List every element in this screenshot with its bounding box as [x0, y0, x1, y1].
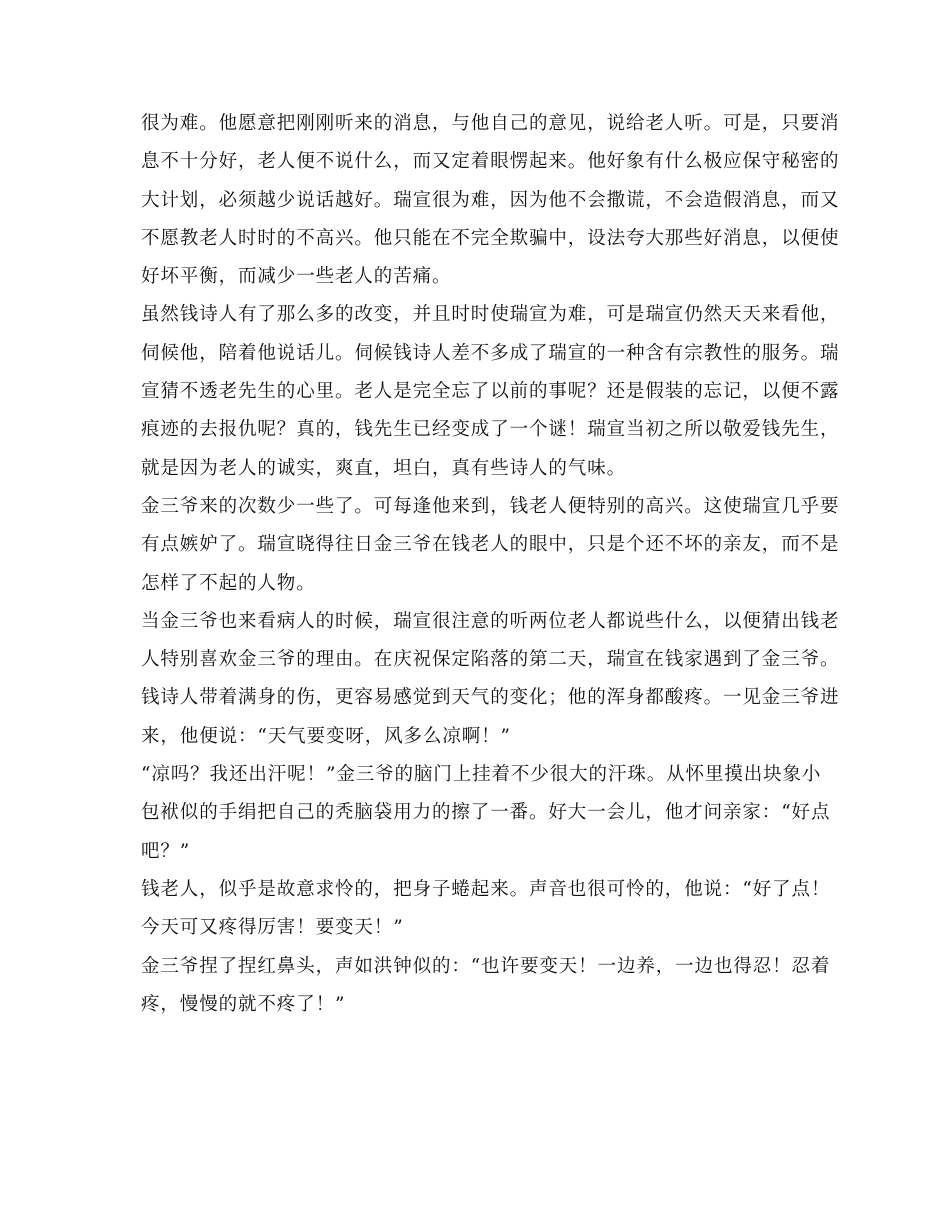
- text-line: 有点嫉妒了。瑞宣晓得往日金三爷在钱老人的眼中，只是个还不坏的亲友，而不是: [141, 534, 840, 556]
- text-line: 当金三爷也来看病人的时候，瑞宣很注意的听两位老人都说些什么，以便猜出钱老: [141, 610, 840, 632]
- text-line: 金三爷来的次数少一些了。可每逢他来到，钱老人便特别的高兴。这使瑞宣几乎要: [141, 495, 840, 517]
- text-line: 今天可又疼得厉害！要变天！”: [141, 917, 404, 939]
- text-line: 金三爷捏了捏红鼻头，声如洪钟似的：“也许要变天！一边养，一边也得忍！忍着: [141, 955, 831, 977]
- text-line: 好坏平衡，而减少一些老人的苦痛。: [141, 266, 452, 288]
- paragraph: [141, 603, 840, 756]
- text-line: 宣猜不透老先生的心里。老人是完全忘了以前的事呢？还是假装的忘记，以便不露: [141, 381, 840, 403]
- text-line: 人特别喜欢金三爷的理由。在庆祝保定陷落的第二天，瑞宣在钱家遇到了金三爷。: [141, 649, 840, 671]
- paragraph: [141, 296, 840, 487]
- text-line: 虽然钱诗人有了那么多的改变，并且时时使瑞宣为难，可是瑞宣仍然天天来看他，: [141, 304, 840, 326]
- text-line: 大计划，必须越少说话越好。瑞宣很为难，因为他不会撒谎，不会造假消息，而又: [141, 189, 840, 211]
- text-line: 疼，慢慢的就不疼了！”: [141, 993, 346, 1015]
- body-text: [141, 105, 840, 1024]
- text-line: 就是因为老人的诚实，爽直，坦白，真有些诗人的气味。: [141, 457, 627, 479]
- text-line: 钱诗人带着满身的伤，更容易感觉到天气的变化；他的浑身都酸疼。一见金三爷进: [141, 687, 840, 709]
- text-line: 伺候他，陪着他说话儿。伺候钱诗人差不多成了瑞宣的一种含有宗教性的服务。瑞: [141, 342, 840, 364]
- paragraph: [141, 488, 840, 603]
- text-line: “凉吗？我还出汗呢！”金三爷的脑门上挂着不少很大的汗珠。从怀里摸出块象小: [141, 764, 822, 786]
- text-line: 痕迹的去报仇呢？真的，钱先生已经变成了一个谜！瑞宣当初之所以敬爱钱先生，: [141, 419, 840, 441]
- text-line: 怎样了不起的人物。: [141, 572, 316, 594]
- paragraph: [141, 871, 831, 948]
- text-line: 息不十分好，老人便不说什么，而又定着眼愣起来。他好象有什么极应保守秘密的: [141, 151, 840, 173]
- text-line: 很为难。他愿意把刚刚听来的消息，与他自己的意见，说给老人听。可是，只要消: [141, 113, 840, 134]
- paragraph: [141, 756, 831, 871]
- text-line: 不愿教老人时时的不高兴。他只能在不完全欺骗中，设法夸大那些好消息，以便使: [141, 227, 840, 249]
- text-line: 吧？”: [141, 840, 191, 862]
- text-line: 来，他便说：“天气要变呀，风多么凉啊！”: [141, 725, 511, 747]
- text-line: 钱老人，似乎是故意求怜的，把身子蜷起来。声音也很可怜的，他说：“好了点！: [141, 878, 831, 900]
- text-line: 包袱似的手绢把自己的秃脑袋用力的擦了一番。好大一会儿，他才问亲家：“好点: [141, 802, 831, 824]
- paragraph: [141, 948, 831, 1025]
- paragraph: [141, 105, 840, 296]
